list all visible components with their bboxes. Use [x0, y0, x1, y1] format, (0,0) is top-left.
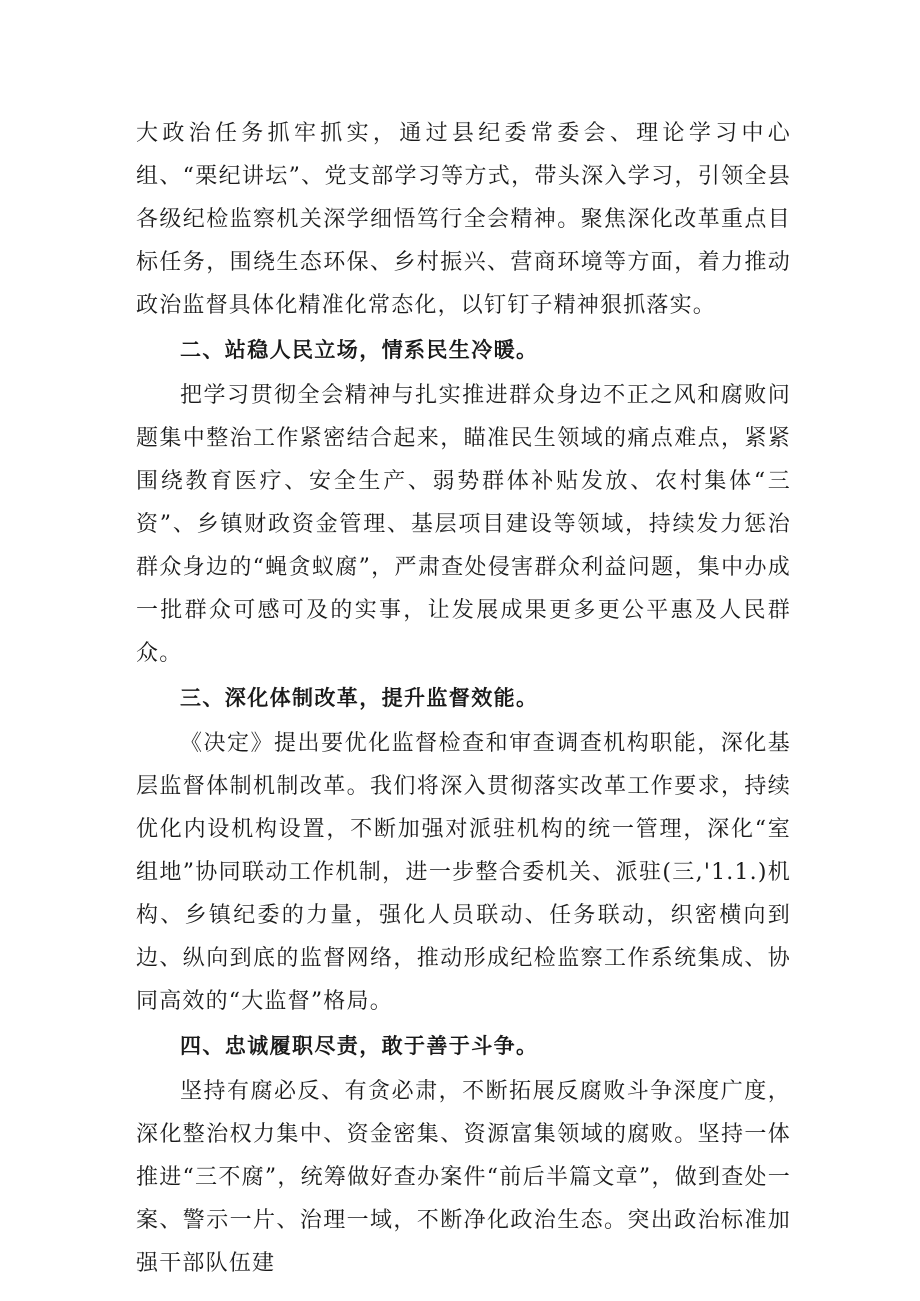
paragraph-intro: 大政治任务抓牢抓实，通过县纪委常委会、理论学习中心组、“栗纪讲坛”、党支部学习等方式，带头深入学习，引领全县各级纪检监察机关深学细悟笃行全会精神。聚焦深化改革重点目标任务，围绕生态环保、乡村振兴、营商环境等方面，着力推动政治监督具体化精准化常态化，以钉钉子精神狠抓落实。 — [136, 121, 791, 318]
paragraph-section-3: 《决定》提出要优化监督检查和审查调查机构职能，深化基层监督体制机制改革。我们将深入贯彻落实改革工作要求，持续优化内设机构设置，不断加强对派驻机构的统一管理，深化“室组地”协同联动工作机制，进一步整合委机关、派驻(三,'1.1.)机构、乡镇纪委的力量，强化人员联动、任务联动，织密横向到边、纵向到底的监督网络，推动形成纪检监察工作系统集成、协同高效的“大监督”格局。 — [136, 731, 791, 1014]
section-heading-3: 三、深化体制改革，提升监督效能。 — [180, 686, 539, 710]
section-heading-4: 四、忠诚履职尽责，敢于善于斗争。 — [180, 1034, 539, 1058]
paragraph-section-4: 坚持有腐必反、有贪必肃，不断拓展反腐败斗争深度广度，深化整治权力集中、资金密集、资源富集领域的腐败。坚持一体推进“三不腐”，统筹做好查办案件“前后半篇文章”，做到查处一案、警示一片、治理一域，不断净化政治生态。突出政治标准加强干部队伍建 — [136, 1079, 791, 1276]
section-heading-2: 二、站稳人民立场，情系民生冷暖。 — [180, 338, 539, 362]
paragraph-section-2: 把学习贯彻全会精神与扎实推进群众身边不正之风和腐败问题集中整治工作紧密结合起来，瞄准民生领域的痛点难点，紧紧围绕教育医疗、安全生产、弱势群体补贴发放、农村集体“三资”、乡镇财政资金管理、基层项目建设等领域，持续发力惩治群众身边的“蝇贪蚁腐”，严肃查处侵害群众利益问题，集中办成一批群众可感可及的实事，让发展成果更多更公平惠及人民群众。 — [136, 383, 791, 666]
document-body — [136, 112, 791, 1285]
